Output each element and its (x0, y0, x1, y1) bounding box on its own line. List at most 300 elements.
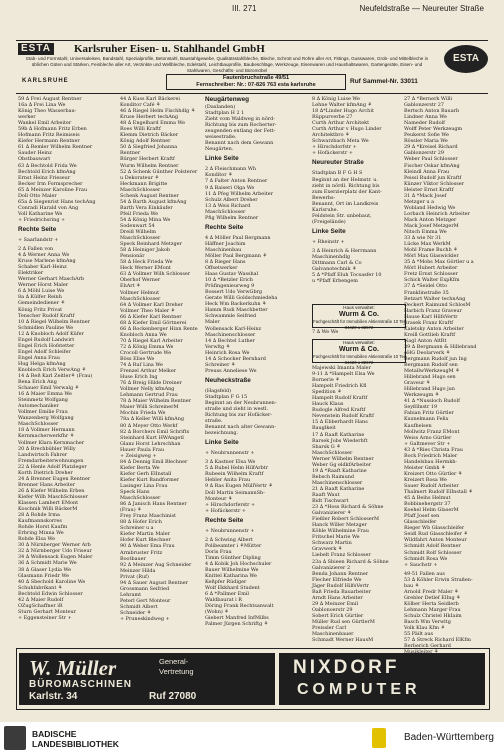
bw-lion-icon (372, 728, 386, 748)
directory-entry: Glanz Horst Lehrschhan (120, 440, 181, 447)
directory-entry: Maier Willi SchreinerM (120, 404, 179, 411)
directory-entry: Engel Adolf Schleifer (18, 348, 71, 355)
directory-entry: 66 ∆ Rockenberger Hinn Rente (120, 325, 198, 332)
directory-entry: Obstbauwart (18, 156, 51, 163)
directory-entry: 64 ∆ Vollmer Karl Dreher (120, 301, 183, 308)
directory-entry: Peissl Rudolf jun Kraftf (404, 174, 462, 181)
directory-entry: + Hirschdorferstr + (205, 501, 256, 508)
directory-entry: 41 ∆ *Nussloch Rudolf (404, 398, 460, 405)
directory-entry: Schmidt Rosa We (404, 555, 448, 562)
directory-entry: Kiefer Berta We (120, 464, 160, 471)
directory-entry: 14 ∆ Schocker Bernhard (205, 355, 266, 362)
directory-entry: Liebelt Franz Schlosser (312, 552, 371, 559)
directory-entry: 16a ∆ Frei Lina We (18, 102, 66, 109)
directory-entry: 6 ∆ Möhl Luise We (18, 288, 65, 295)
directory-entry: 92 ∆ Meinzer Aug Schneider (120, 561, 192, 568)
directory-entry: Kreizert Otto Gürtler ⚘ (404, 470, 463, 477)
directory-entry: Bergmann Rudolf sen (404, 362, 458, 369)
directory-entry: Graveur ⚘ (404, 380, 431, 387)
directory-entry: 19 ∆ *Raaft Katharine (312, 467, 367, 474)
column-5 (404, 96, 490, 650)
directory-entry: Maler (205, 319, 220, 326)
directory-entry: 4 ∆ Werner Anna We (18, 252, 70, 259)
computer-label: COMPUTER (297, 681, 421, 698)
directory-entry: Häffner Joachim (205, 240, 246, 247)
directory-entry: Seyßllnstr 19 (404, 404, 438, 411)
directory-entry: Lindner Anna We (404, 114, 447, 121)
directory-entry: 45 ∆ Beihs Helmut (404, 495, 451, 502)
directory-entry: 23 ∆ *Hoss Richard & Söhne (312, 504, 384, 511)
directory-entry: Wollensack Karl-Heinz (205, 325, 262, 332)
directory-entry: Ernst Heinz Frieseur (18, 174, 71, 181)
directory-entry: Gablonzerstr 27 (404, 102, 445, 109)
directory-entry: Stadtplan H 2 1 (205, 110, 245, 117)
column-3 (205, 96, 290, 640)
directory-entry: 94 ∆ Sauer August Rentner (120, 579, 189, 586)
directory-entry: Huse Erich Ing (120, 374, 158, 381)
directory-entry: + Galtmever Str + (404, 440, 451, 447)
directory-entry: 82 ∆ Borchers Emil Schrifts (120, 428, 190, 435)
directory-entry: Flecher Elfriede We (312, 576, 362, 583)
directory-entry: Bürger Herbert Kraftf (120, 156, 175, 163)
directory-entry: Polibeamter i ⚘Mütter (205, 542, 262, 549)
directory-entry: Nagl Anton AltRt (404, 337, 447, 344)
directory-entry: Baß Frieda Bauarbeiter (312, 588, 371, 595)
directory-entry: Dittmann Carl & Co (312, 260, 362, 267)
directory-entry: 5 ∆ *Pfaff Eluh Tocsasfer 10 (312, 272, 382, 279)
state-name: Baden-Württemberg (403, 732, 494, 743)
directory-entry: Rechte Seite (205, 223, 244, 231)
directory-entry: Jäger Rudolf HilfsVertr (312, 582, 369, 589)
directory-entry: 59 ∆ Frei August Rentner (18, 96, 82, 102)
mueller-ad (19, 653, 275, 705)
directory-entry: Doll Martin SeimannSh- (205, 489, 265, 496)
directory-entry: Vollmer Helmut (120, 289, 160, 296)
footer-bar (0, 722, 504, 755)
directory-entry: MaschSchlosser (120, 235, 161, 242)
directory-entry: Schwarz Martin (312, 540, 352, 547)
directory-entry: Sbarsk G ⚘ (312, 443, 341, 450)
directory-entry: 65a ∆ Siegenrist Hans techAng (18, 198, 96, 205)
directory-entry: Wurm Wilhelm Rentner (120, 162, 179, 169)
directory-entry: Pfig Wilhelm Rentner (205, 214, 259, 221)
directory-entry: Schuhfabrikant ⚘ (18, 584, 63, 591)
mueller-address: Karlstr. 34 (29, 691, 78, 702)
directory-entry: Neureuter Straße (312, 159, 364, 167)
directory-entry: Keßpfer Rüdiger (205, 579, 247, 586)
directory-entry: Schmidt Adolf Rentner (404, 543, 461, 550)
contact-address: Fautenbruchstraße 49/51 (222, 75, 290, 81)
directory-entry: + Hofäckerstr + (205, 507, 246, 514)
directory-entry: Spedition ⚘ (312, 389, 342, 396)
column-1 (18, 96, 110, 640)
directory-entry: (Daxlanden) (205, 104, 236, 110)
directory-entry: 14 ∆ Bechtel Luther (205, 337, 255, 344)
directory-entry: 7 ∆ Falter Anton Rentner (205, 178, 268, 185)
directory-entry: EhArt ⚘ (120, 283, 141, 290)
directory-entry: Deckert Raimund SchlosM (404, 301, 471, 308)
directory-entry: Lasinger Lina Frau (120, 483, 168, 489)
directory-entry: Kuxnelmann Felix (404, 416, 449, 423)
directory-entry: Grebler Detlef ElIng ⚘ (404, 594, 461, 601)
directory-entry: 65 ∆ Meinzer Karoline Frau (18, 186, 88, 193)
directory-entry: Hug Helga kfmAng (18, 360, 66, 367)
directory-entry: Rüppurverbe 27 (312, 114, 353, 121)
directory-entry: Thalmert Rudolf ElInstall ⚘ (404, 489, 473, 496)
blb-logo-icon (4, 726, 26, 750)
directory-entry: 9-11 ∆ *Hampelt Elsa We (312, 371, 375, 378)
directory-entry: 9 ∆ Baiseri Olga We (205, 184, 255, 191)
directory-entry: Metzger u a (404, 198, 434, 205)
directory-entry: 5 ∆ Rubel Helm HilfArbtr (205, 465, 269, 472)
wurm-ad-2-name: Wurm & Co. (339, 346, 379, 353)
directory-entry: Knobloch Erich VerwAng ⚘ (18, 366, 86, 373)
directory-entry: zum Exerzierplatz der Kant- (312, 188, 382, 195)
directory-entry: Sauder Heinz (18, 150, 52, 157)
directory-entry: 84 ∆ Dennig Emil Blechner (120, 458, 188, 465)
directory-entry: 29 ∆ Meinzer Emil (312, 600, 359, 607)
directory-entry: 8a ∆ Külfer Reinh (18, 294, 62, 301)
directory-entry: Böss Elise We (120, 356, 155, 363)
directory-entry: Kaletsky Anton Arbeiter (404, 325, 464, 332)
directory-entry: 3 ∆ Heinrich & Herrmann (312, 247, 377, 254)
mueller-phone: Ruf 27080 (149, 691, 197, 702)
directory-entry: 86 ∆ Janisch Hans Rentner (120, 501, 187, 508)
directory-entry: Korth Dietrich Dreher (18, 469, 73, 476)
directory-entry: Hause Karl HilfsVertr (404, 313, 458, 320)
library-name (32, 729, 119, 749)
directory-entry: + Hirschdorfstr + (312, 144, 357, 151)
directory-entry: Galvanotechnik ⚘ (312, 266, 357, 273)
directory-entry: Hebler Anita Frau (205, 477, 251, 484)
page-header (0, 4, 504, 16)
directory-entry: 63 ∆ Vollmer Wilh Schlosser (120, 271, 191, 278)
directory-entry: Sauer Rudolf Arbeiter (404, 483, 459, 489)
directory-entry: Lehmann Marger Frau (404, 606, 461, 613)
directory-entry: MaschSchlosser (120, 186, 161, 193)
directory-entry: Stadtplan B F G H S (312, 170, 363, 177)
directory-entry: Kernmacherwerkfhr ⚘ (18, 433, 75, 440)
directory-entry: Schaber Karl-Heinz (18, 264, 67, 271)
directory-entry: Bena Erich Ang (18, 379, 57, 386)
directory-entry: Vollmer Emilie Frau (18, 409, 68, 416)
directory-entry: König Theo Wasserbau- (18, 108, 77, 115)
column-4-middle (312, 329, 404, 337)
directory-entry: Richtung bis zum Rocherter- (205, 122, 277, 129)
directory-entry: Lehne Walter kfmAng ⚘ (312, 102, 372, 109)
directory-entry: Wolf Ekkhard Student (205, 585, 260, 592)
directory-entry: Knobloch Anna We (120, 331, 167, 338)
directory-entry: Koschnik Willi BäckerM (18, 506, 78, 513)
directory-entry: 46 ∆ Riegel Helm Fischhdlg ⚘ (120, 108, 196, 115)
directory-entry: Kiefer Kurt Bandformer (120, 476, 180, 483)
directory-entry: 76 ∆ Breig Hilde Dreiner (120, 380, 182, 387)
directory-entry: Wanzenberg Wolfgang (18, 415, 74, 422)
directory-entry: 38 ∆ Glaser Lydia We (18, 566, 72, 573)
directory-entry: 80 ∆ Meyer Otto Werkf (120, 422, 178, 429)
directory-entry: Feldstein Str. unbebaut, (312, 212, 372, 219)
directory-entry: Mörl Max Glaswickler (404, 253, 459, 260)
directory-entry: Hampelt Friedrich Kfl (312, 383, 367, 390)
directory-entry: Kaufmannskorres (18, 518, 62, 525)
directory-entry: Harbich Franz Graveur (404, 307, 462, 314)
directory-entry: Karlsruhe. (312, 206, 339, 213)
directory-entry: Betzart Walter technAng (404, 295, 466, 302)
directory-entry: MaschSchlosser (205, 208, 246, 215)
directory-entry: 52 ∆ Schenk Günther Polsterer (120, 168, 198, 175)
directory-entry: 33 ∆ wie Nr 31 (404, 235, 442, 242)
directory-entry: Bauglkeit (312, 425, 336, 432)
directory-entry: Mack Anton Metzger (404, 216, 457, 223)
directory-entry: 11 ∆ Pfeg Wilhelm Arbeiter (205, 190, 273, 197)
directory-entry: Richtung bis zur Hofäcker- (205, 412, 272, 419)
directory-entry: Meister Gmbh ⚘ (404, 464, 446, 471)
directory-entry: Becker Irm Formsprecher (18, 180, 83, 187)
directory-entry: Sodenwart 54 (120, 222, 155, 229)
directory-entry: Linke Seite (312, 227, 346, 235)
directory-entry: Maschinenbauer (312, 631, 354, 638)
directory-entry: Bewerbs- (312, 194, 336, 201)
directory-entry: Glasmann Friedr We (18, 572, 70, 579)
directory-entry: Kreill Gottlieb Kraftf (404, 331, 456, 338)
directory-entry: u *Pfaff Erbengem (312, 278, 358, 285)
directory-entry: Tenscher Rudolf Kraftf (18, 312, 75, 319)
directory-entry: 57 ∆ Streck Richard ElKfm (404, 637, 471, 644)
directory-entry: Bauer Wilhelmine We (205, 567, 259, 573)
directory-entry: 72 ∆ König Emma We (120, 343, 174, 350)
directory-entry: Monteur ⚘ (205, 495, 233, 502)
directory-entry: 78a ∆ Keller Willi kfmAng (120, 416, 184, 423)
directory-entry: Steinmetz Wolfgang (18, 397, 68, 404)
directory-entry: + Hofäckerstr + (312, 150, 353, 157)
directory-entry: Neugärten. (205, 146, 234, 153)
directory-entry: Müller Rud sen GürtlerM (312, 618, 375, 625)
directory-entry: 53 ∆ Köhler Erwin Straßen- (404, 576, 473, 583)
directory-entry: Voll Katharine We (18, 210, 63, 217)
directory-entry: Weber Paul Schlosser (404, 156, 458, 163)
directory-entry: Bootbauer (120, 555, 146, 562)
directory-entry: Waldbaurat i R (205, 597, 242, 604)
directory-entry: 32 ∆ Nürnberger Udo Friseur (18, 548, 92, 555)
mueller-subtitle: BÜROMASCHINEN (29, 679, 132, 690)
esta-logo: ESTA (18, 43, 54, 55)
directory-entry: Landwirtsch Fahrer (18, 451, 68, 458)
directory-entry: 20 ∆ Brechbühler Willy (18, 445, 76, 452)
directory-entry: Preuss Anneliese We (205, 367, 257, 374)
directory-entry: König Fritz Privat (18, 306, 63, 313)
directory-entry: Maschinenbau (205, 246, 242, 253)
directory-entry: Maschinenschlosser (312, 479, 363, 486)
directory-entry: Offsetwerker (205, 265, 238, 272)
directory-entry: Schreiner ⚘ (205, 361, 236, 368)
directory-entry: Speck Hans (120, 489, 150, 496)
directory-entry: Hillebrand Hugo jun (404, 386, 455, 393)
directory-entry: 37 ∆ *Seidel Otto (404, 283, 448, 290)
company-city: KARLSRUHE (22, 78, 69, 84)
directory-entry: Döring Frank Rechtsanwalt (205, 603, 274, 610)
library-line-1: BADISCHE (32, 729, 77, 739)
nixdorf-ad (279, 653, 485, 705)
directory-entry: Rieger Wb Glasschleifer (404, 525, 465, 532)
directory-entry: (Frau) ⚘ (120, 507, 142, 514)
directory-entry: Arndt Hans Arbeiter (312, 594, 363, 601)
directory-entry: Fabian Fritz Gürtler (404, 410, 454, 417)
directory-entry: Klemm Dietrich Bäcker (120, 132, 179, 139)
directory-entry: Raaft Waut (312, 491, 340, 498)
directory-entry: 40 ∆ Sbechold Karoline We (18, 578, 86, 585)
directory-entry: + Neubrunnenstr + (205, 527, 255, 534)
directory-entry: Schwarzbach Meta We (312, 138, 369, 145)
directory-entry: Werkzeugm ⚘ (404, 392, 440, 399)
directory-entry: (Wohn) ⚘ (205, 609, 229, 616)
directory-entry: Crocoll Gertrude We (120, 349, 172, 356)
directory-entry: u Dekorateur ⚘ (120, 174, 159, 181)
directory-entry: straße. (205, 418, 223, 425)
directory-entry: weisestraße. (205, 134, 237, 141)
directory-entry: 6 ∆ *Pallmer Emil (205, 591, 249, 598)
directory-entry: Kiefer Wilh MaschSchlosser (18, 493, 88, 500)
directory-entry: Kiefer Gerh ElInstall (120, 470, 172, 477)
directory-entry: 74 ∆ Ruf Lina We (120, 362, 163, 369)
directory-entry: Schreiner u a (120, 525, 154, 532)
wurm-ad-1-label: Haus verwaltet: (343, 305, 375, 310)
directory-entry: Berberich Gerhard (404, 643, 451, 650)
directory-entry: zieht in nördl. Richtung bis (312, 182, 380, 189)
directory-entry: MaschSchlosser (312, 449, 353, 456)
directory-entry: Haas Gustav Wasshal (205, 271, 259, 278)
directory-entry: Koehel Helm GlaserM (404, 507, 459, 514)
directory-entry: MaschSchlosser (120, 295, 161, 302)
directory-entry: Doll Otto Maler (18, 192, 57, 199)
directory-entry: Franklinstraße 35 (404, 289, 449, 296)
directory-entry: Kruse Marlene kfmAng (18, 258, 76, 265)
directory-entry: Doris Frau (205, 548, 232, 555)
directory-entry: Steinhard Kurt HWAngetl (120, 434, 184, 441)
directory-entry: Schmidt Rolf Schlosser (404, 549, 462, 556)
directory-entry: straße und zieht in westl. (205, 406, 269, 413)
directory-entry: (Hagsfeld) (205, 387, 232, 394)
directory-entry: + Saarlandstr + (18, 236, 59, 243)
directory-entry: Architektbro ⚘ (312, 132, 350, 139)
directory-entry: Schmidlen Pauline We (18, 324, 74, 331)
wurm-ad-2 (312, 339, 406, 363)
directory-entry: Peukerst Sofie We (404, 132, 449, 139)
directory-entry: 28 ∆ Rohde Irma (18, 512, 60, 519)
directory-entry: Beginnt an der Helmstr. u. (312, 176, 378, 183)
mueller-name: W. Müller (29, 656, 117, 680)
bottom-advertisement (16, 648, 490, 710)
directory-entry: 90 ∆ Weber Ema Frau (120, 543, 175, 550)
directory-entry: Roes Willi Kraftf (120, 126, 161, 133)
directory-entry: Schauer Emil Verwalg ⚘ (18, 385, 80, 392)
directory-entry: Majewski Imanta Maler (312, 365, 371, 371)
agency-label (159, 657, 194, 677)
directory-entry: Heckmann Brigitte (120, 180, 168, 187)
nixdorf-brand: NIXDORF (293, 657, 400, 678)
directory-entry: Fischer Oskar kfmAng (404, 162, 460, 169)
directory-entry: Brenner Hans Arbeiter (18, 481, 75, 488)
directory-entry: Kreizert Rosa We (404, 476, 447, 483)
directory-entry: Arnold Fredr Maler ⚘ (404, 588, 459, 595)
directory-entry: Basch Wm Verwltg (404, 619, 451, 626)
directory-entry: Pensionär (120, 253, 145, 260)
directory-entry: Werner Horst Maler (18, 282, 69, 289)
directory-entry: Hamm Rudi Maschbetter (205, 307, 268, 314)
directory-entry: Vollmer Klara Kernmacher (18, 439, 85, 446)
company-description: Stab- und Formstahl, Universaleisen, Bandstahl, Spezialprofile, Betonstahl, Baustahlgewebe, Qualitätsstahlbleche, Bleche, Schrott und Rohre aller Art, Fittings, Gusswaren, Grob- und Mittelbleche in üblichen Güten und Stärken, Feinbleche aller Art, Verzinkte und Wellbleche, Edelstahl, Leichtbauprofile, Baubeschläge, Werkzeuge, Eisenwaren und Haushaltswaren, Gartengeräte, Eisen- und Stahlwaren, Geschäfts- und Büromöbel (25, 56, 429, 73)
directory-entry: Verwltg ⚘ (205, 343, 231, 350)
directory-entry: Bobbinehergstr 37 (404, 501, 451, 508)
directory-entry: MaschSchlosser (18, 421, 59, 428)
directory-entry: + Neubrunnenstr + (205, 450, 255, 457)
directory-entry: Weber Gg eldkfArbeiter (312, 461, 372, 468)
directory-entry: Pfaff Josef sen (404, 513, 440, 520)
directory-entry: 29 ∆ *Kreisel Richard (404, 144, 458, 151)
directory-entry: Gerate Willi Goldschmiedeha (205, 295, 278, 302)
directory-entry: Dreiß Wilhelm (120, 229, 156, 236)
directory-entry: 4 ∆ Kobik Joh Hochschuler (205, 560, 272, 567)
directory-entry: Vollmer Theo Maler ⚘ (120, 307, 176, 314)
directory-entry: 27 ∆ *Bernerk Willi (404, 96, 453, 102)
directory-entry: Automechaniker (18, 403, 59, 410)
directory-entry: Schick Walter ExpKfm (404, 277, 460, 284)
directory-entry: Hampelt Rudolf Kraftf (312, 395, 368, 402)
directory-entry: 14 ∆ Reß Karl Zeitler⚘ (Frau) (18, 373, 93, 380)
directory-entry: Benda Johann Rentner (312, 570, 369, 577)
directory-entry: Weiss Arno Gürtler (404, 434, 452, 441)
directory-entry: 26 ∆ Kiefer Wilhelm Erben (18, 487, 85, 494)
directory-entry: König Adolf Rentner (120, 138, 171, 145)
directory-entry: Hofer Kurt Blechner (120, 537, 171, 544)
directory-entry: Curth Arthur Architekt (312, 120, 370, 127)
directory-entry: 50 ∆ Siegfried Johanna (120, 144, 178, 151)
wurm-ad-1-detail: Fachgeschäft für Immobilien Aktienstraße 10 Tel 34420 u 32672 (313, 319, 405, 330)
directory-entry: Kiefer Hermann Rentner (18, 138, 80, 145)
directory-entry: Grossmann Seifried (120, 585, 170, 592)
directory-entry: 59b ∆ Hofmann Fritz Erben (18, 126, 87, 133)
directory-entry: Palmer Jürgen Schriftg ⚘ (205, 621, 269, 628)
directory-entry: Elektriker (18, 270, 44, 277)
directory-entry: 58 ∆ Heiniger Jakob (120, 247, 171, 254)
directory-entry: Mack Josef MetzgerM (404, 222, 459, 229)
directory-entry: MaschSchlosser (120, 495, 161, 502)
directory-entry: Frey Franz Maschinist (120, 513, 176, 520)
directory-entry: Barsek Jobs Wiederhft (312, 437, 368, 444)
directory-entry: Kruse Herbert techAng (120, 114, 179, 121)
directory-entry: Sturn Gerhart Monteur (18, 608, 77, 615)
directory-entry: Fießler Robert SchlosserM (312, 516, 379, 523)
directory-entry: Maschinenschlosser (205, 331, 256, 338)
directory-entry: 30 ∆ Nürnberger Werner Arb (18, 542, 91, 549)
directory-entry: Schmadt Werner HausM (312, 637, 374, 644)
directory-entry: werker (18, 114, 36, 121)
directory-entry: Rebsch Raimund (312, 473, 355, 480)
directory-entry: 78 ∆ Maier Wilhelm Rentner (120, 398, 191, 405)
directory-entry: 4 ∆ Möller Paul Bergmann (205, 234, 271, 241)
agency-line-2: Vertretung (159, 667, 194, 676)
directory-entry: Bornerie ⚘ (312, 377, 340, 384)
directory-entry: Meinzer Hilda (120, 567, 156, 574)
directory-entry: 58 ∆ Heck Frieda We (120, 259, 173, 266)
directory-entry: Hauck Klaus (312, 401, 344, 408)
directory-entry: MetallwWerkzeugM ⚘ (404, 368, 460, 375)
directory-entry: (Freigelände) (312, 218, 346, 225)
directory-entry: OZugSchaffner iR (18, 602, 63, 609)
directory-entry: Jirasek Franz Kraftf (404, 319, 454, 326)
directory-entry: 88 ∆ Hofer Erich (120, 519, 162, 526)
directory-entry: Schulz Christel HkIaim (404, 612, 462, 619)
wurm-ad-1 (312, 304, 406, 328)
